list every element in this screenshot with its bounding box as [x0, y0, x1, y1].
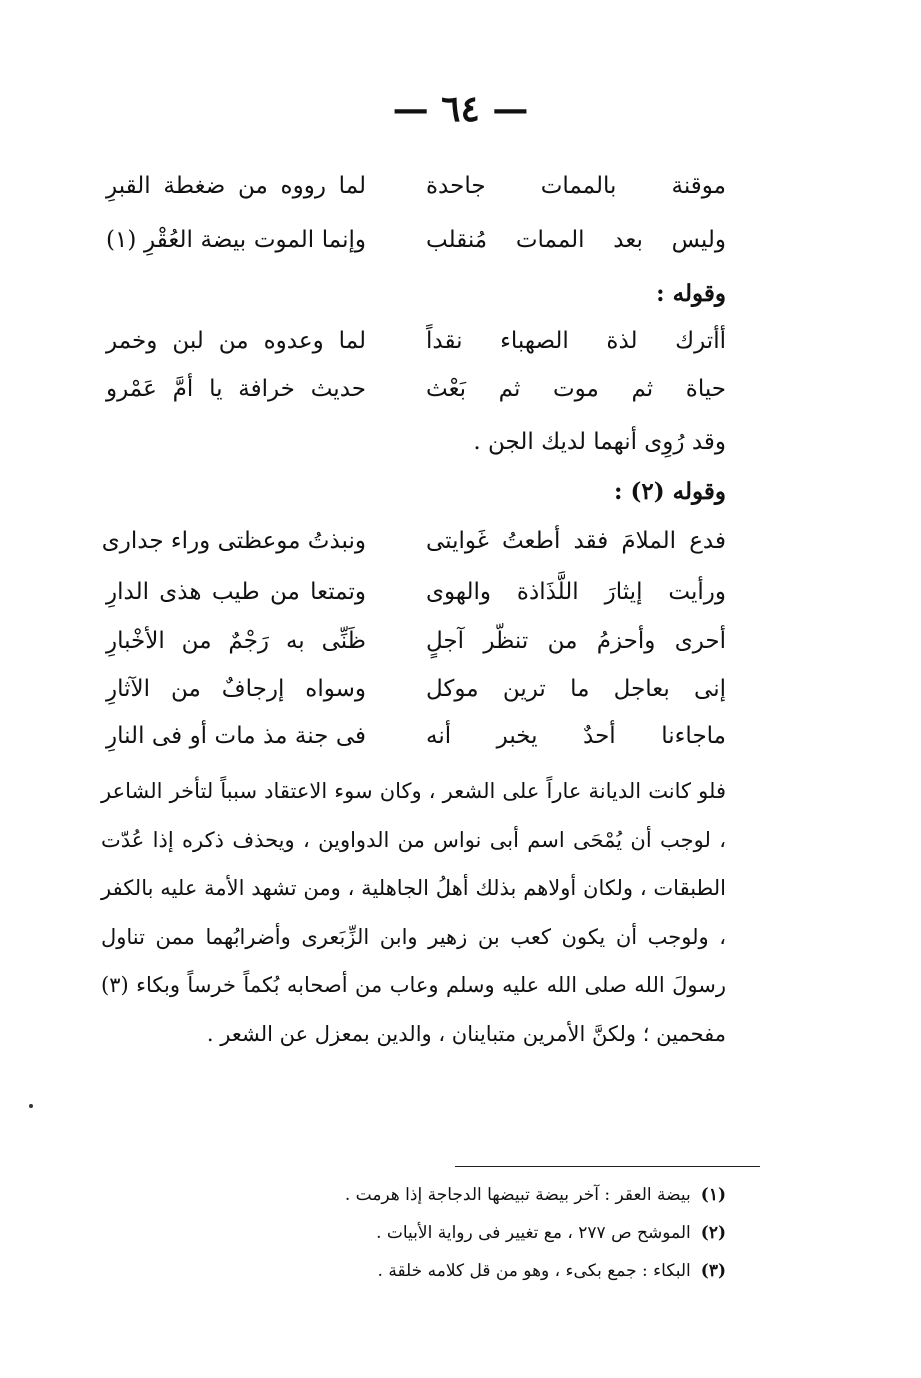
- verse-second-hemistich: وإنما الموت بيضة العُقْرِ (١): [106, 227, 366, 253]
- page-number: — ٦٤ —: [392, 88, 529, 130]
- verse-second-hemistich: فى جنة مذ مات أو فى النارِ: [106, 723, 366, 749]
- verse-first-hemistich: أأترك لذة الصهباء نقداً: [426, 328, 726, 354]
- poem2-verse-1: [106, 318, 726, 364]
- poem1-verse-1: [106, 163, 726, 209]
- verse-first-hemistich: حياة ثم موت ثم بَعْث: [426, 376, 726, 402]
- poem3-verse-2: [106, 569, 726, 615]
- intro-line-3: وقوله (٢) :: [614, 478, 726, 505]
- footnote-marker: (٣): [700, 1261, 726, 1281]
- scan-speck: [29, 1104, 33, 1108]
- footnote-text: بيضة العقر : آخر بيضة تبيضها الدجاجة إذا هرمت .: [344, 1185, 691, 1205]
- poem3-verse-1: [101, 518, 726, 564]
- verse-second-hemistich: لما وعدوه من لبن وخمر: [106, 328, 366, 354]
- note-line: وقد رُوِى أنهما لديك الجن .: [473, 429, 726, 455]
- verse-first-hemistich: إنى بعاجل ما ترين موكل: [426, 676, 726, 702]
- poem1-verse-2: [106, 217, 726, 263]
- verse-second-hemistich: ظَنِّى به رَجْمٌ من الأخْبارِ: [106, 628, 366, 654]
- verse-second-hemistich: لما رووه من ضغطة القبرِ: [106, 173, 366, 199]
- footnote-marker: (٢): [700, 1223, 726, 1243]
- footnote-2: [126, 1214, 726, 1252]
- verse-first-hemistich: ورأيت إيثارَ اللَّذَاذة والهوى: [426, 579, 726, 605]
- poem2-verse-2: [106, 366, 726, 412]
- footnote-1: [126, 1176, 726, 1214]
- footnotes: [126, 1176, 726, 1290]
- verse-first-hemistich: ماجاءنا أحدٌ يخبر أنه: [426, 723, 726, 749]
- prose-text: فلو كانت الديانة عاراً على الشعر ، وكان سوء الاعتقاد سبباً لتأخر الشاعر ، لوجب أن يُمْحَى اسم أبى نواس من الدواوين ، ويحذف ذكره إذا عُدّت الطبقات ، ولكان أولاهم بذلك أهلُ الجاهلية ، ومن تشهد الأمة عليه بالكفر ، ولوجب أن يكون كعب بن زهير وابن الزِّبَعرى وأضرابُهما ممن تناول رسولَ الله صلى الله عليه وسلم وعاب من أصحابه بُكماً خرساً وبكاء (٣) مفحمين ؛ ولكنَّ الأمرين متباينان ، والدين بمعزل عن الشعر .: [101, 779, 726, 1046]
- verse-first-hemistich: فدع الملامَ فقد أطعتُ غَوايتى: [426, 528, 726, 554]
- intro-line-2: وقوله :: [656, 280, 726, 307]
- verse-first-hemistich: أحرى وأحزمُ من تنظّر آجلٍ: [426, 628, 726, 654]
- verse-second-hemistich: حديث خرافة يا أمَّ عَمْرو: [106, 376, 366, 402]
- footnote-text: الموشح ص ٢٧٧ ، مع تغيير فى رواية الأبيات .: [376, 1223, 691, 1243]
- poem3-verse-5: [106, 713, 726, 759]
- prose-paragraph: [101, 767, 726, 1058]
- verse-second-hemistich: وتمتعا من طيب هذى الدارِ: [106, 579, 366, 605]
- footnote-3: [126, 1252, 726, 1290]
- verse-first-hemistich: موقنة بالممات جاحدة: [426, 173, 726, 199]
- footnote-text: البكاء : جمع بكىء ، وهو من قل كلامه خلقة .: [377, 1261, 691, 1281]
- verse-first-hemistich: وليس بعد الممات مُنقلب: [426, 227, 726, 253]
- poem3-verse-3: [106, 618, 726, 664]
- verse-second-hemistich: وسواه إرجافٌ من الآثارِ: [106, 676, 366, 702]
- verse-second-hemistich: ونبذتُ موعظتى وراء جدارى: [101, 528, 366, 554]
- footnote-marker: (١): [700, 1185, 726, 1205]
- poem3-verse-4: [106, 666, 726, 712]
- footnote-divider: [455, 1166, 760, 1167]
